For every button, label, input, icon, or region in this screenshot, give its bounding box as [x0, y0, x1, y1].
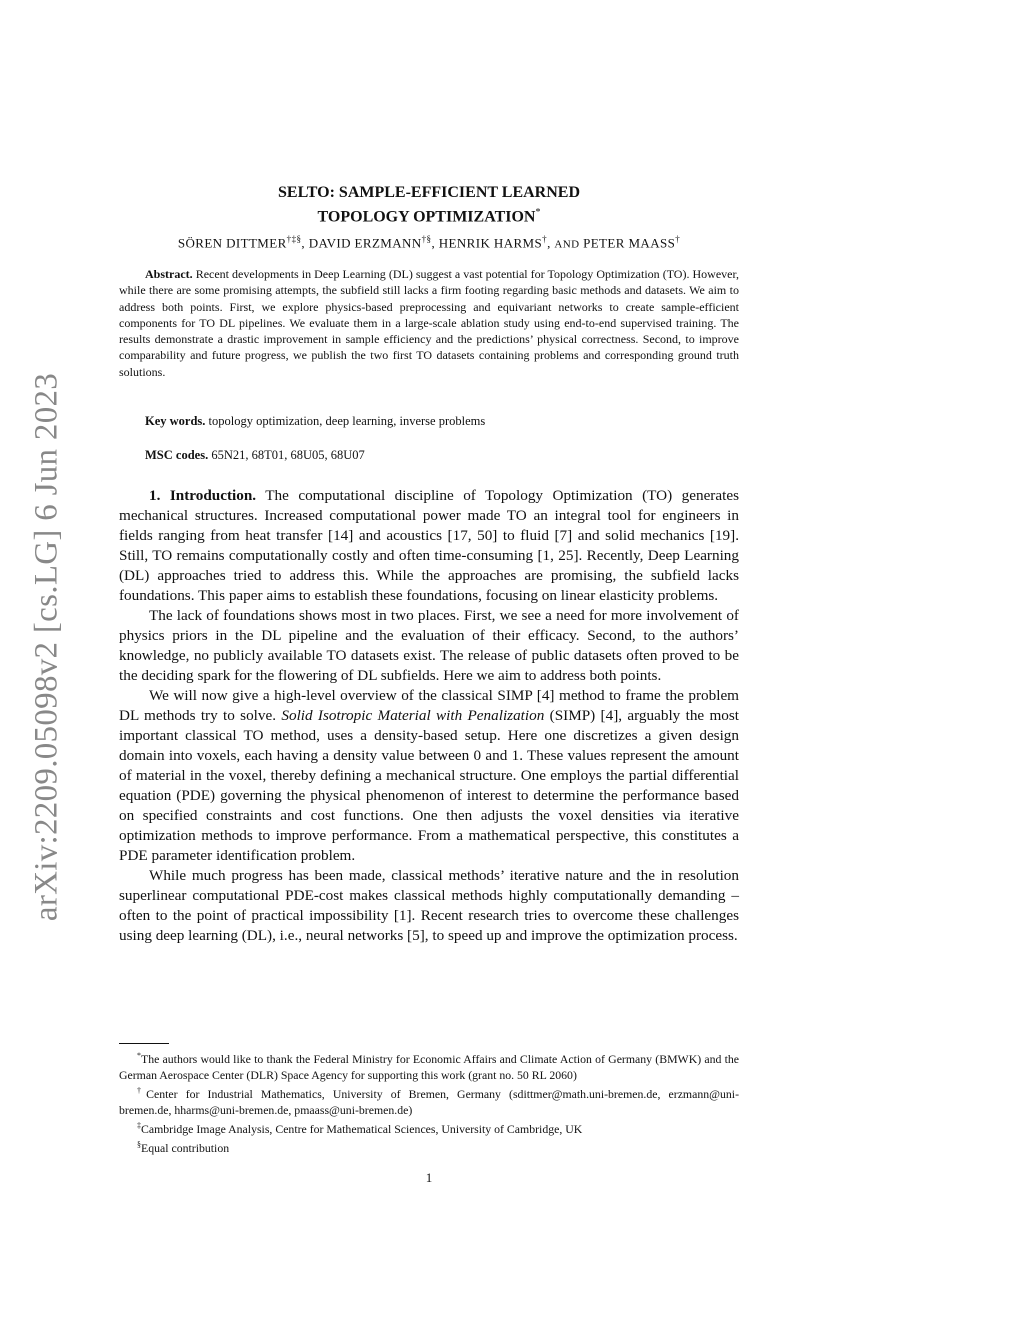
footnote: ‡Cambridge Image Analysis, Centre for Mathematical Sciences, University of Cambridge, UK — [137, 1120, 583, 1136]
italic-term: Solid Isotropic Material with Penalization — [281, 707, 545, 724]
abstract — [119, 266, 739, 380]
paper-title — [119, 183, 739, 227]
footnote: †Center for Industrial Mathematics, University of Bremen, Germany (sdittmer@math.uni-bremen.de, erzmann@uni-bremen.de, hharms@uni-bremen.de, pmaass@uni-bremen.de) — [119, 1085, 740, 1117]
abstract-text: Recent developments in Deep Learning (DL) suggest a vast potential for Topology Optimization (TO). However, while there are some promising attempts, the subfield still lacks a firm footing regarding basic methods and datasets. We aim to address both points. First, we explore physics-based preprocessing and equivariant networks to create sample-efficient components for TO DL pipelines. We evaluate them in a large-scale ablation study using end-to-end supervised training. The results demonstrate a drastic improvement in sample efficiency and the predictions’ physical correctness. Second, to improve comparability and future progress, we publish the two first TO datasets containing problems and corresponding ground truth solutions. — [119, 267, 740, 379]
author-marks: † — [675, 234, 681, 244]
keywords — [145, 414, 485, 429]
footnote-divider — [119, 1043, 169, 1044]
author-marks: †‡§ — [286, 234, 302, 244]
abstract-label: Abstract. — [145, 267, 193, 281]
introduction-section — [119, 486, 739, 946]
title-line-1: SELTO: SAMPLE-EFFICIENT LEARNED — [278, 184, 580, 201]
section-heading: 1. Introduction. — [149, 487, 257, 504]
page-number: 1 — [425, 1170, 433, 1185]
msc-label: MSC codes. — [145, 448, 209, 462]
msc-codes — [145, 448, 365, 463]
keywords-text: topology optimization, deep learning, inverse problems — [208, 414, 486, 428]
paragraph: The lack of foundations shows most in two places. First, we see a need for more involvement of physics priors in the DL pipeline and the evaluation of their efficacy. Second, to the authors’ knowledge, no publicly available TO datasets exist. The release of public datasets often proved to be the deciding spark for the flowering of DL subfields. Here we aim to address both points. — [119, 607, 739, 684]
author-name: HENRIK HARMS — [438, 235, 543, 251]
paragraph: While much progress has been made, classical methods’ iterative nature and the in resolution superlinear computational PDE-cost makes classical methods highly computationally demanding – often to the point of practical impossibility [1]. Recent research tries to overcome these challenges using deep learning (DL), i.e., neural networks [5], to speed up and improve the optimization process. — [119, 867, 739, 944]
keywords-label: Key words. — [145, 414, 206, 428]
msc-text: 65N21, 68T01, 68U05, 68U07 — [211, 448, 365, 462]
author-list: SÖREN DITTMER†‡§, DAVID ERZMANN†§, HENRIK HARMS†, AND PETER MAASS† — [177, 234, 681, 251]
title-line-2: TOPOLOGY OPTIMIZATION — [317, 208, 536, 226]
paragraph: We will now give a high-level overview of the classical SIMP [4] method to frame the problem DL methods try to solve. Solid Isotropic Material with Penalization (SIMP) [4], arguably the most important classical TO method, uses a density-based setup. Here one discretizes a given design domain into voxels, each having a density value between 0 and 1. These values represent the amount of material in the voxel, thereby defining a mechanical structure. One employs the partial differential equation (PDE) governing the physical phenomenon of interest to determine the performance based on specified constraints and cost functions. One then adjusts the voxel densities via iterative optimization methods to improve performance. From a mathematical perspective, this constitutes a PDE parameter identification problem. — [119, 687, 740, 864]
author-marks: †§ — [421, 234, 432, 244]
author-marks: † — [542, 234, 548, 244]
author-name: PETER MAASS — [583, 235, 676, 251]
author-name: SÖREN DITTMER — [177, 235, 287, 251]
title-footnote-mark: * — [535, 207, 541, 218]
paragraph: 1. Introduction. The computational discipline of Topology Optimization (TO) generates mechanical structures. Increased computational power made TO an integral tool for engineers in fields ranging from heat transfer [14] and acoustics [17, 50] to fluid [7] and solid mechanics [19]. Still, TO remains computationally costly and often time-consuming [1, 25]. Recently, Deep Learning (DL) approaches tried to address this. While the approaches are promising, the subfield lacks foundations. This paper aims to establish these foundations, focusing on linear elasticity problems. — [119, 487, 739, 604]
author-and: AND — [554, 238, 580, 251]
footnote: §Equal contribution — [137, 1139, 230, 1155]
author-name: DAVID ERZMANN — [308, 235, 422, 251]
footnotes — [119, 1048, 739, 1156]
arxiv-identifier: arXiv:2209.05098v2 [cs.LG] 6 Jun 2023 — [28, 372, 65, 922]
footnote: *The authors would like to thank the Federal Ministry for Economic Affairs and Climate Action of Germany (BMWK) and the German Aerospace Center (DLR) Space Agency for supporting this work (grant no. 50 RL 2060) — [119, 1051, 739, 1082]
